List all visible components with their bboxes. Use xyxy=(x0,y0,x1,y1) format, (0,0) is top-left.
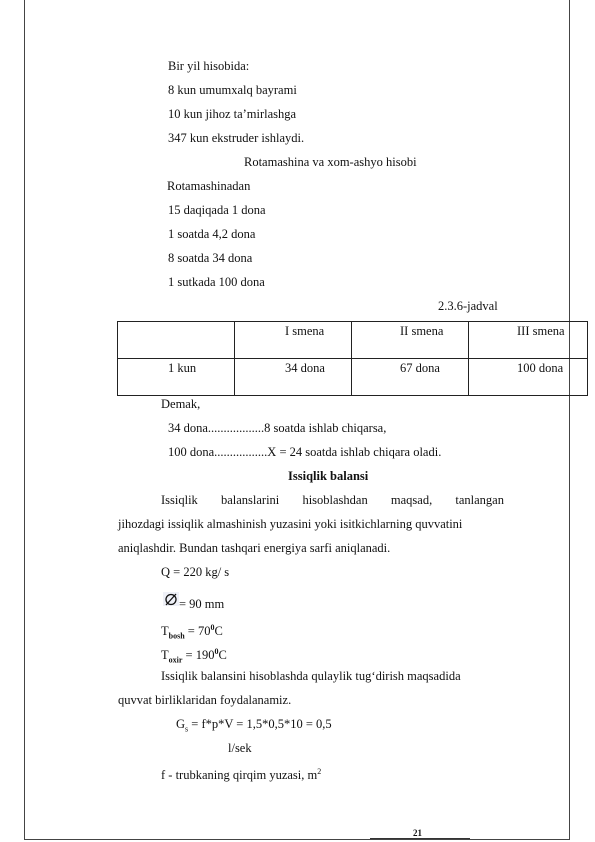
table-label: 2.3.6-jadval xyxy=(438,299,498,313)
word: hisoblashdan xyxy=(302,493,368,507)
intro-line-3: 10 kun jihoz ta’mirlashga xyxy=(168,107,297,121)
rota-line-2: 15 daqiqada 1 dona xyxy=(168,203,266,217)
rota-line-3: 1 soatda 4,2 dona xyxy=(168,227,256,241)
rota-line-4: 8 soatda 34 dona xyxy=(168,251,253,265)
demak-line-2: 34 dona..................8 soatda ishlab chiqarsa, xyxy=(168,421,387,435)
rota-line-1: Rotamashinadan xyxy=(167,179,251,193)
table-header-cell xyxy=(118,322,235,359)
page-number-underline xyxy=(370,838,470,839)
section-heading-issiqlik: Issiqlik balansi xyxy=(288,469,369,483)
demak-line-3: 100 dona.................X = 24 soatda ishlab chiqara oladi. xyxy=(168,445,442,459)
formula-gs: $G_s = f*p*V = 1,5*0,5*10 = 0,5$ xyxy=(176,717,332,734)
param-diameter: = 90 mm xyxy=(179,597,225,611)
table-header-cell: III smena xyxy=(469,322,588,359)
intro-line-1: Bir yil hisobida: xyxy=(168,59,250,73)
table-row xyxy=(118,359,588,396)
rota-line-5: 1 sutkada 100 dona xyxy=(168,275,265,289)
definition-f: f - trubkaning qirqim yuzasi, $m^2$ xyxy=(161,767,322,783)
diameter-icon xyxy=(163,592,179,606)
table-cell: 34 dona xyxy=(235,359,352,396)
paragraph-1 xyxy=(118,492,504,508)
paragraph-1-line-3: aniqlashdir. Bundan tashqari energiya sarfi aniqlanadi. xyxy=(118,541,391,555)
word: maqsad, xyxy=(390,493,433,507)
table-cell: 67 dona xyxy=(352,359,469,396)
intro-line-2: 8 kun umumxalq bayrami xyxy=(168,83,297,97)
intro-line-4: 347 kun ekstruder ishlaydi. xyxy=(168,131,305,145)
page-number: 21 xyxy=(413,828,422,838)
paragraph-2-line-1: Issiqlik balansini hisoblashda qulaylik tug‘dirish maqsadida xyxy=(161,669,461,683)
smena-table xyxy=(117,321,588,396)
paragraph-1-line-1 xyxy=(118,492,504,508)
word: Issiqlik xyxy=(161,493,198,507)
section-heading-rotamashina: Rotamashina va xom-ashyo hisobi xyxy=(244,155,417,169)
table-header-cell: I smena xyxy=(235,322,352,359)
demak-line-1: Demak, xyxy=(161,397,201,411)
param-t-boshlangich: $T_{bosh} = 70^0C$ xyxy=(161,623,223,641)
param-t-oxirgi: $T_{oxir} = 190^0C$ xyxy=(161,647,227,665)
table-cell: 100 dona xyxy=(469,359,588,396)
word: tanlangan xyxy=(455,493,504,507)
table-cell: 1 kun xyxy=(118,359,235,396)
paragraph-1-line-2: jihozdagi issiqlik almashinish yuzasini yoki isitkichlarning quvvatini xyxy=(118,517,463,531)
table-header-cell: II smena xyxy=(352,322,469,359)
formula-unit: l/sek xyxy=(228,741,252,755)
paragraph-2-line-2: quvvat birliklaridan foydalanamiz. xyxy=(118,693,292,707)
table-header-row xyxy=(118,322,588,359)
param-q: Q = 220 kg/ s xyxy=(161,565,230,579)
word: balanslarini xyxy=(220,493,280,507)
